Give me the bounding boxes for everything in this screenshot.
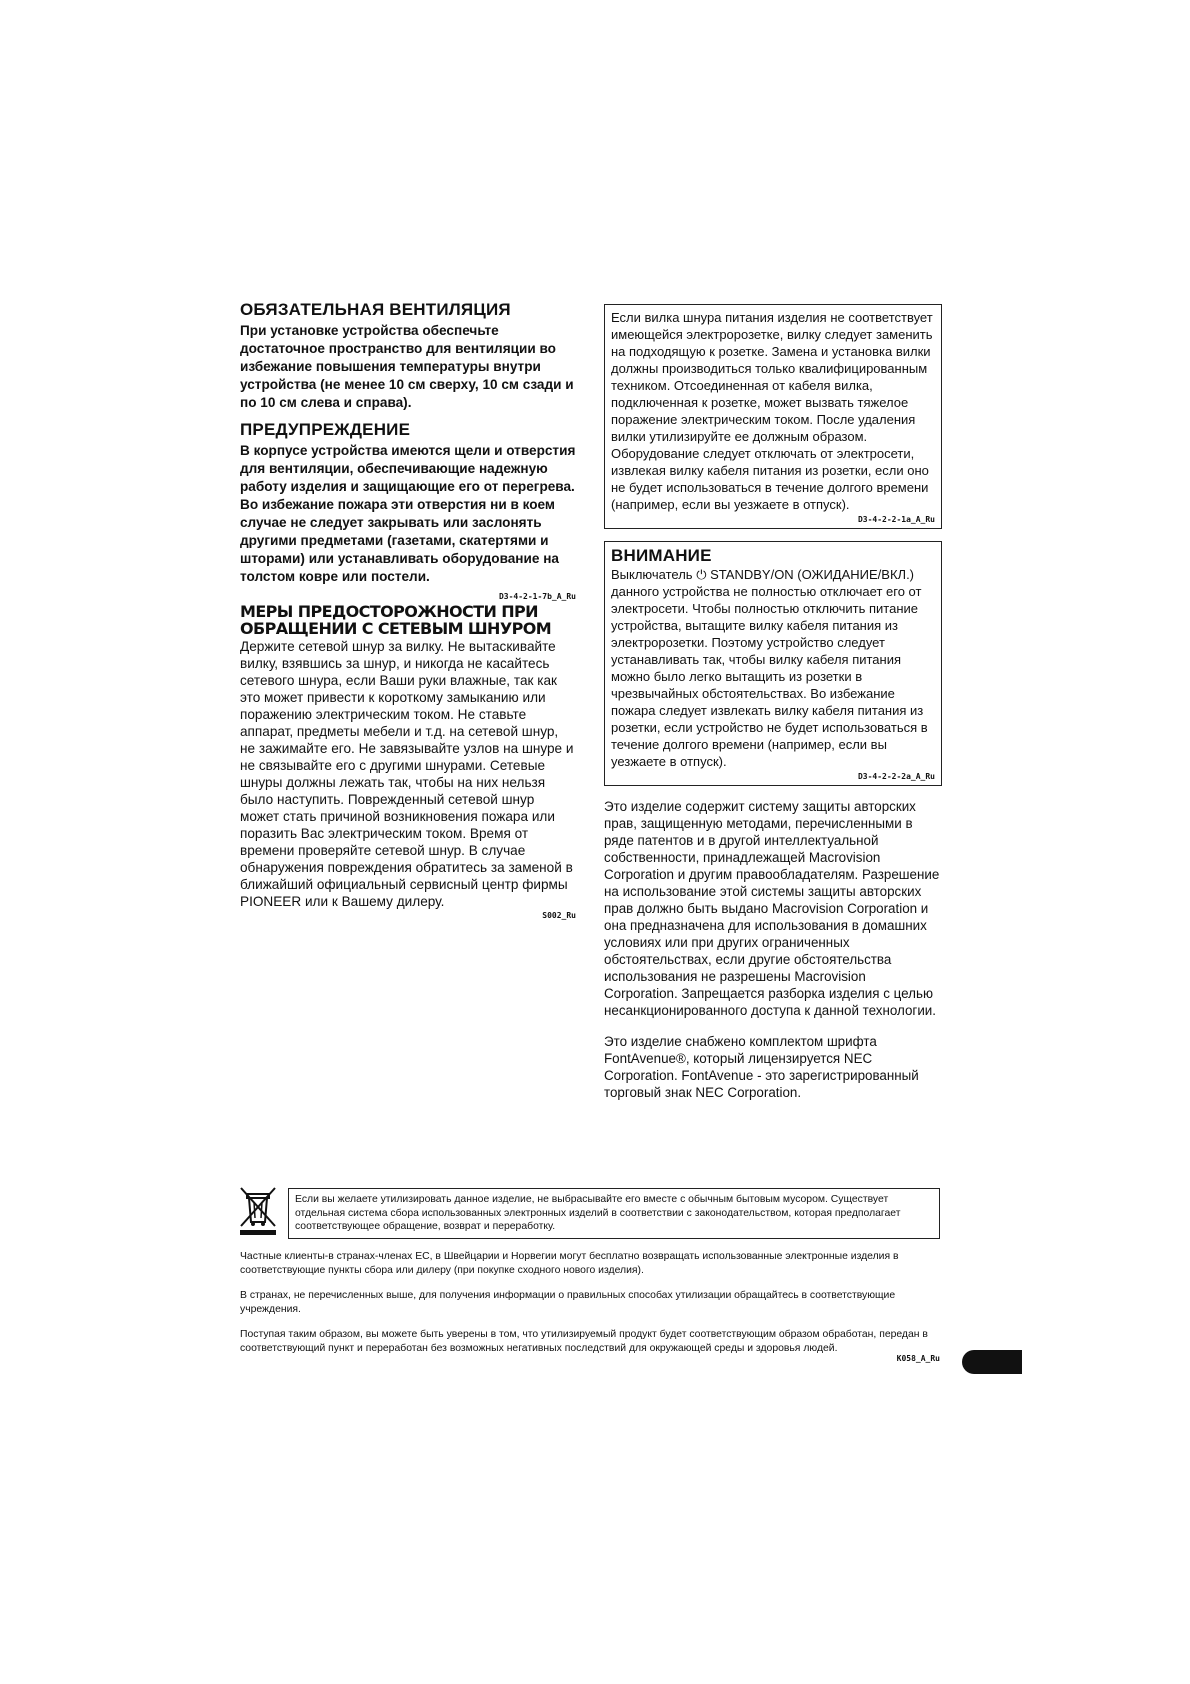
warning-title: ПРЕДУПРЕЖДЕНИЕ bbox=[240, 420, 411, 439]
plug-code: D3-4-2-2-1a_A_Ru bbox=[857, 515, 935, 524]
plug-text: Если вилка шнура питания изделия не соответствует имеющейся электророзетке, вилку следует заменить на подходящую к розетке. Замена и установка вилки должны производиться только квалифицированным техником. Отсоединенная от кабеля вилка, подключенная к розетке, может вызвать тяжелое поражение электрическим током. После удаления вилки утилизируйте ее должным образом. Оборудование следует отключать от электросети, извлекая вилку кабеля питания из розетки, если оно не будет использоваться в течение долгого времени (например, если вы уезжаете в отпуск). bbox=[611, 310, 933, 512]
ventilation-text: При установке устройства обеспечьте достаточное пространство для вентиляции во избежание повышения температуры внутри устройства (не менее 10 см сверху, 10 см сзади и по 10 см слева и справа). bbox=[240, 323, 574, 410]
macrovision-text: Это изделие содержит систему защиты авторских прав, защищенную методами, перечисленными в ряде патентов и в другой интеллектуальной собственности, принадлежащей Macrovision Corporation и другим правообладателям. Разрешение на использование этой системы защиты авторских прав должно быть выдано Macrovision Corporation и она предназначена для использования в домашних условиях или при других ограниченных обстоятельствах, если другие обстоятельства использования не разрешены Macrovision Corporation. Запрещается разборка изделия с целью несанкционированного доступа к данной технологии. bbox=[604, 799, 940, 1018]
caution-text-block bbox=[611, 566, 935, 770]
right-column bbox=[604, 304, 942, 1101]
recycle-box-text: Если вы желаете утилизировать данное изделие, не выбрасывайте его вместе с обычным бытовым мусором. Существует отдельная система сбора использованных электронных изделий в соответствии с законодательством, которая предполагает соответствующее обращение, возврат и переработку. bbox=[295, 1194, 901, 1233]
caution-title: ВНИМАНИЕ bbox=[611, 546, 712, 565]
warning-text: В корпусе устройства имеются щели и отверстия для вентиляции, обеспечивающие надежную работу изделия и защищающие его от перегрева. Во избежание пожара эти отверстия ни в коем случае не следует закрывать или заслонять другими предметами (газетами, скатертями и шторами) или устанавливать оборудование на толстом ковре или постели. bbox=[240, 443, 576, 584]
recycle-para-2: В странах, не перечисленных выше, для получения информации о правильных способах утилизации обращайтесь в соответствующие учреждения. bbox=[240, 1290, 896, 1315]
power-icon: ⏻ bbox=[696, 567, 707, 582]
cord-text: Держите сетевой шнур за вилку. Не вытаскивайте вилку, взявшись за шнур, и никогда не касайтесь сетевого шнура, если Ваши руки влажные, так как это может привести к короткому замыканию или поражению электрическим током. Не ставьте аппарат, предметы мебели и т.д. на сетевой шнур, не зажимайте его. Не завязывайте узлов на шнуре и не связывайте его с другими шнурами. Сетевые шнуры должны лежать так, чтобы на них нельзя было наступить. Поврежденный сетевой шнур может стать причиной возникновения пожара или поразить Вас электрическим током. Время от времени проверяйте сетевой шнур. В случае обнаружения повреждения обратитесь за заменой в ближайший официальный сервисный центр фирмы PIONEER или к Вашему дилеру. bbox=[240, 639, 574, 909]
caution-box bbox=[604, 541, 942, 786]
warning-code: D3-4-2-1-7b_A_Ru bbox=[498, 592, 576, 601]
cord-code: S002_Ru bbox=[542, 911, 576, 920]
fontavenue-text: Это изделие снабжено комплектом шрифта FontAvenue®, который лицензируется NEC Corporation. FontAvenue - это зарегистрированный торговый знак NEC Corporation. bbox=[604, 1034, 919, 1100]
cord-title-line-1: МЕРЫ ПРЕДОСТОРОЖНОСТИ ПРИ bbox=[240, 602, 538, 621]
cord-title-line-2: ОБРАЩЕНИИ С СЕТЕВЫМ ШНУРОМ bbox=[240, 619, 552, 638]
recycle-para-3: Поступая таким образом, вы можете быть уверены в том, что утилизируемый продукт будет соответствующим образом обработан, передан в соответствующий пункт и переработан без возможных негативных последствий для окружающей среды и здоровья людей. bbox=[240, 1329, 928, 1354]
page-tab bbox=[962, 1350, 1022, 1374]
recycle-box bbox=[288, 1188, 940, 1239]
caution-text: STANDBY/ON (ОЖИДАНИЕ/ВКЛ.) данного устройства не полностью отключает его от электросети. Чтобы полностью отключить питание устройства, вытащите вилку кабеля питания из электророзетки. Поэтому устройство следует устанавливать так, чтобы вилку кабеля питания можно было легко вытащить из розетки в чрезвычайных обстоятельствах. Во избежание пожара следует извлекать вилку кабеля питания из розетки, если устройство не будет использоваться в течение долгого времени (например, если вы уезжаете в отпуск). bbox=[611, 567, 928, 769]
recycle-code: K058_A_Ru bbox=[896, 1353, 940, 1363]
plug-box bbox=[604, 304, 942, 529]
cord-heading bbox=[240, 603, 576, 637]
caution-text-prefix: Выключатель bbox=[611, 567, 693, 582]
recycle-paragraphs bbox=[240, 1250, 940, 1363]
recycle-para-1: Частные клиенты-в странах-членах ЕС, в Швейцарии и Норвегии могут бесплатно возвращать использованные электронные изделия в соответствующие пункты сбора или дилеру (при покупке сходного нового изделия). bbox=[240, 1251, 899, 1276]
crossed-bin-icon bbox=[238, 1186, 278, 1236]
left-column bbox=[240, 300, 576, 920]
ventilation-title: ОБЯЗАТЕЛЬНАЯ ВЕНТИЛЯЦИЯ bbox=[240, 300, 511, 319]
caution-code: D3-4-2-2-2a_A_Ru bbox=[857, 772, 935, 781]
